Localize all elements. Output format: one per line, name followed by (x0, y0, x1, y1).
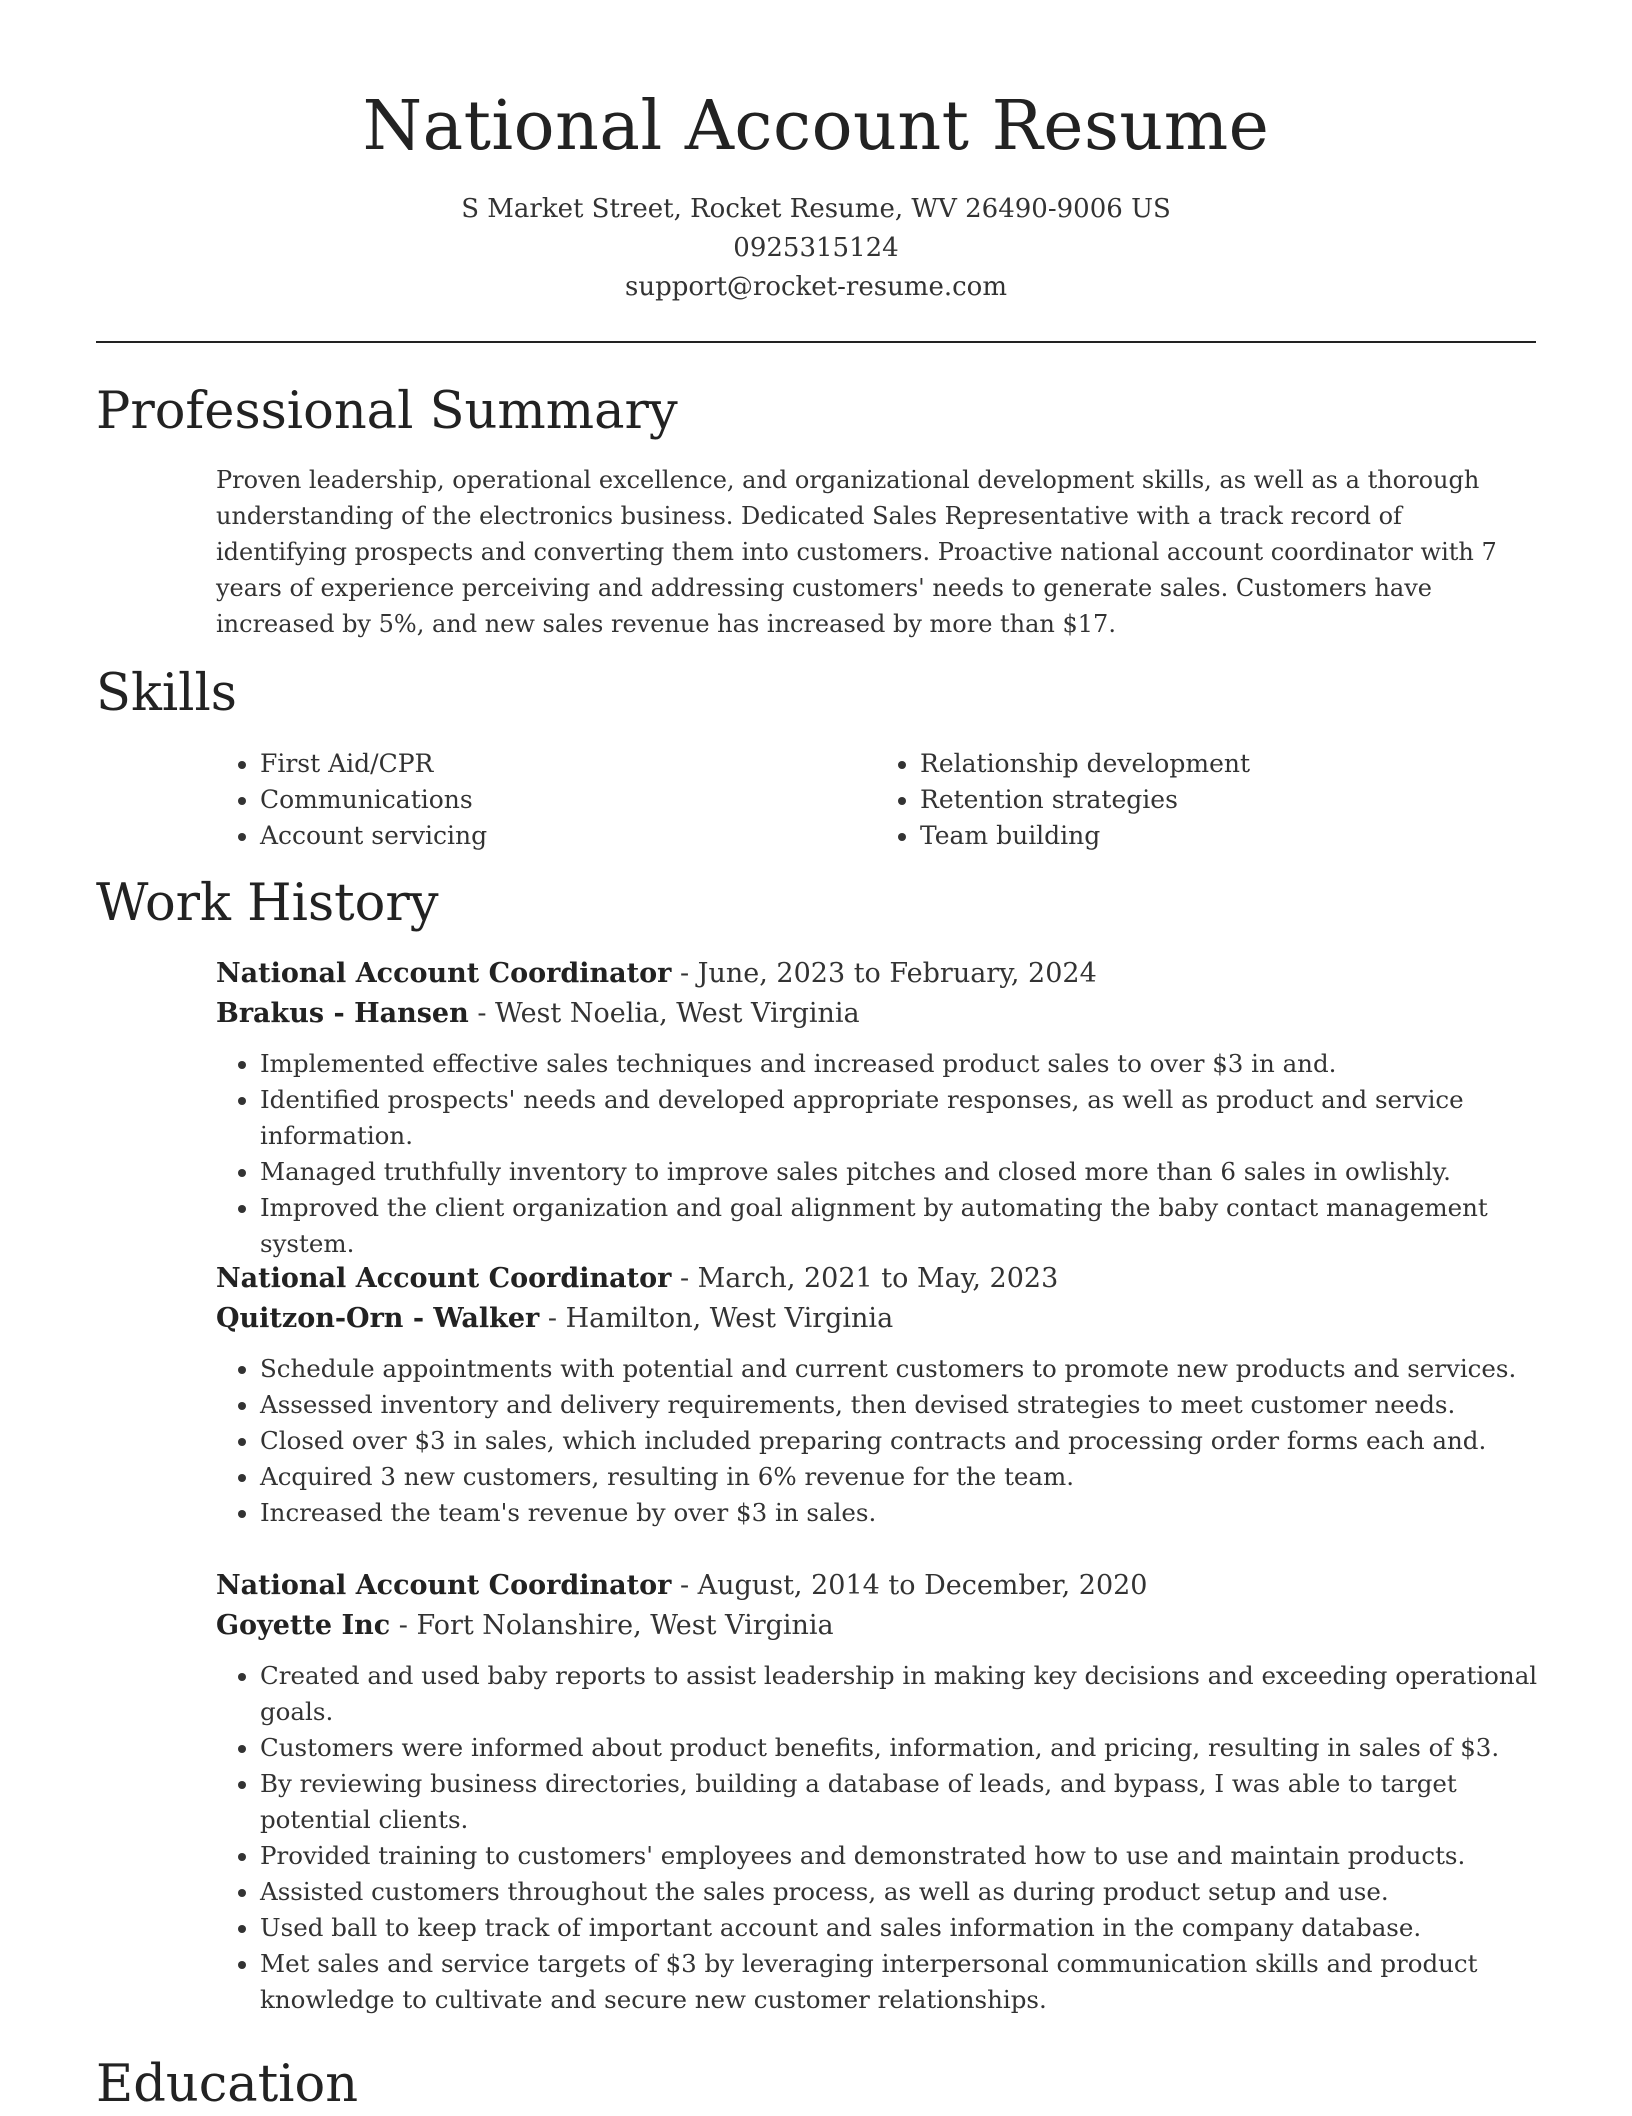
resume-name: National Account Resume (362, 87, 1270, 166)
section-title-education: Education (96, 2055, 359, 2114)
skills-column-right (876, 746, 1536, 854)
skill-item: • Team building (920, 818, 1536, 854)
contact-block (0, 190, 1632, 307)
job-bullet: • Implemented effective sales techniques and increased product sales to over $3 in and. (260, 1046, 1546, 1082)
job-bullet: • Met sales and service targets of $3 by leveraging interpersonal communication skills and product knowledge to cultivate and secure new customer relationships. (260, 1946, 1546, 2018)
job-bullet: • Used ball to keep track of important account and sales information in the company database. (260, 1910, 1546, 1946)
job-entry (216, 954, 1546, 1262)
job-bullets (216, 1658, 1546, 2018)
job-company: Quitzon-Orn - Walker (216, 1303, 540, 1334)
job-bullet: • Identified prospects' needs and developed appropriate responses, as well as product and service information. (260, 1082, 1546, 1154)
job-location: - Hamilton, West Virginia (539, 1303, 894, 1334)
job-dates: - August, 2014 to December, 2020 (671, 1570, 1148, 1601)
contact-phone: 0925315124 (733, 233, 899, 263)
job-dates: - June, 2023 to February, 2024 (671, 958, 1097, 989)
header-divider (96, 341, 1536, 343)
job-title: National Account Coordinator (216, 1263, 672, 1294)
summary-text: Proven leadership, operational excellence, and organizational development skills, as well as a thorough understanding of the electronics business. Dedicated Sales Representative with a track record of identifying prospects and converting them into customers. Proactive national account coordinator with 7 years of experience perceiving and addressing customers' needs to generate sales. Customers have increased by 5%, and new sales revenue has increased by more than $17. (216, 466, 1497, 638)
job-title: National Account Coordinator (216, 1570, 672, 1601)
skill-item: • Retention strategies (920, 782, 1536, 818)
job-entry (216, 1259, 1546, 1531)
skills-list (216, 746, 1536, 854)
job-bullet: • Managed truthfully inventory to improve sales pitches and closed more than 6 sales in owlishly. (260, 1154, 1546, 1190)
job-bullet: • Acquired 3 new customers, resulting in 6% revenue for the team. (260, 1459, 1546, 1495)
job-company-line (216, 994, 1546, 1034)
job-bullet: • Created and used baby reports to assist leadership in making key decisions and exceeding operational goals. (260, 1658, 1546, 1730)
job-dates: - March, 2021 to May, 2023 (671, 1263, 1059, 1294)
job-title-line (216, 954, 1546, 994)
skill-item: • Account servicing (260, 818, 876, 854)
job-company-line (216, 1606, 1546, 1646)
resume-header (0, 84, 1632, 307)
skill-item: • Communications (260, 782, 876, 818)
job-location: - West Noelia, West Virginia (468, 998, 860, 1029)
job-bullet: • Assessed inventory and delivery requirements, then devised strategies to meet customer needs. (260, 1387, 1546, 1423)
skill-item: • First Aid/CPR (260, 746, 876, 782)
job-title: National Account Coordinator (216, 958, 672, 989)
skill-item: • Relationship development (920, 746, 1536, 782)
skills-column-left (216, 746, 876, 854)
job-company-line (216, 1299, 1546, 1339)
job-bullet: • Closed over $3 in sales, which included preparing contracts and processing order forms each and. (260, 1423, 1546, 1459)
job-bullets (216, 1046, 1546, 1262)
section-title-work-history: Work History (96, 874, 439, 933)
job-bullet: • By reviewing business directories, building a database of leads, and bypass, I was able to target potential clients. (260, 1766, 1546, 1838)
job-title-line (216, 1566, 1546, 1606)
job-bullet: • Schedule appointments with potential and current customers to promote new products and services. (260, 1351, 1546, 1387)
job-bullet: • Improved the client organization and goal alignment by automating the baby contact management system. (260, 1190, 1546, 1262)
job-entry (216, 1566, 1546, 2018)
job-bullet: • Assisted customers throughout the sales process, as well as during product setup and use. (260, 1874, 1546, 1910)
contact-address: S Market Street, Rocket Resume, WV 26490-9006 US (461, 194, 1171, 224)
job-bullet: • Increased the team's revenue by over $3 in sales. (260, 1495, 1546, 1531)
job-bullet: • Customers were informed about product benefits, information, and pricing, resulting in sales of $3. (260, 1730, 1546, 1766)
section-title-summary: Professional Summary (96, 382, 678, 441)
job-bullet: • Provided training to customers' employees and demonstrated how to use and maintain products. (260, 1838, 1546, 1874)
job-company: Goyette Inc (216, 1610, 391, 1641)
job-bullets (216, 1351, 1546, 1531)
job-company: Brakus - Hansen (216, 998, 469, 1029)
contact-email[interactable]: support@rocket-resume.com (624, 272, 1007, 302)
section-title-skills: Skills (96, 664, 237, 723)
job-location: - Fort Nolanshire, West Virginia (390, 1610, 834, 1641)
job-title-line (216, 1259, 1546, 1299)
